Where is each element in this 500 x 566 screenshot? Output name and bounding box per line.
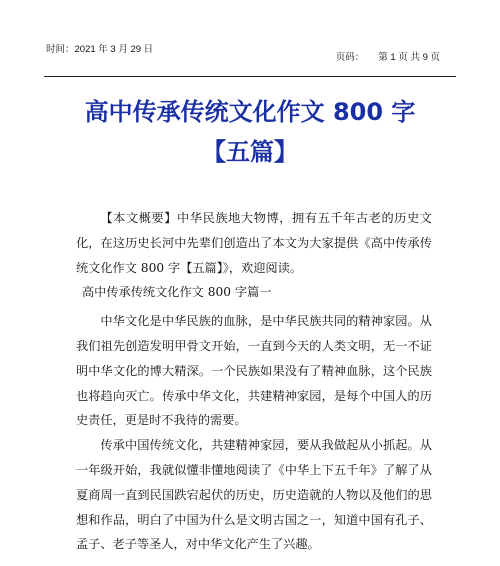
header-divider (44, 76, 456, 77)
summary-paragraph: 【本文概要】中华民族地大物博，拥有五千年古老的历史文化，在这历史长河中先辈们创造出了本文为大家提供《高中传承传统文化作文 800 字【五篇】》，欢迎阅读。 (76, 211, 432, 275)
header-page-number (336, 52, 440, 64)
section-heading: 高中传承传统文化作文 800 字篇一 (82, 285, 272, 300)
page-info: 第 1 页 共 9 页 (378, 52, 440, 63)
document-body (76, 206, 432, 557)
header-date: 时间：2021 年 3 月 29 日 (46, 44, 154, 55)
document-title: 高中传承传统文化作文 800 字【五篇】 (84, 98, 416, 166)
page-label: 页码： (335, 52, 365, 63)
body-paragraph: 传承中国传统文化，共建精神家园，要从我做起从小抓起。从一年级开始，我就似懂非懂地阅读了《中华上下五千年》了解了从夏商周一直到民国跌宕起伏的历史，历史造就的人物以及他们的思想和作品，明白了中国为什么是文明古国之一，知道中国有孔子、孟子、老子等圣人，对中华文化产生了兴趣。 (76, 438, 432, 552)
body-paragraph: 中华文化是中华民族的血脉，是中华民族共同的精神家园。从我们祖先创造发明甲骨文开始，一直到今天的人类文明，无一不证明中华文化的博大精深。一个民族如果没有了精神血脉，这个民族也将趋向灭亡。传承中华文化，共建精神家园，是每个中国人的历史责任，更是时不我待的需要。 (76, 314, 432, 428)
